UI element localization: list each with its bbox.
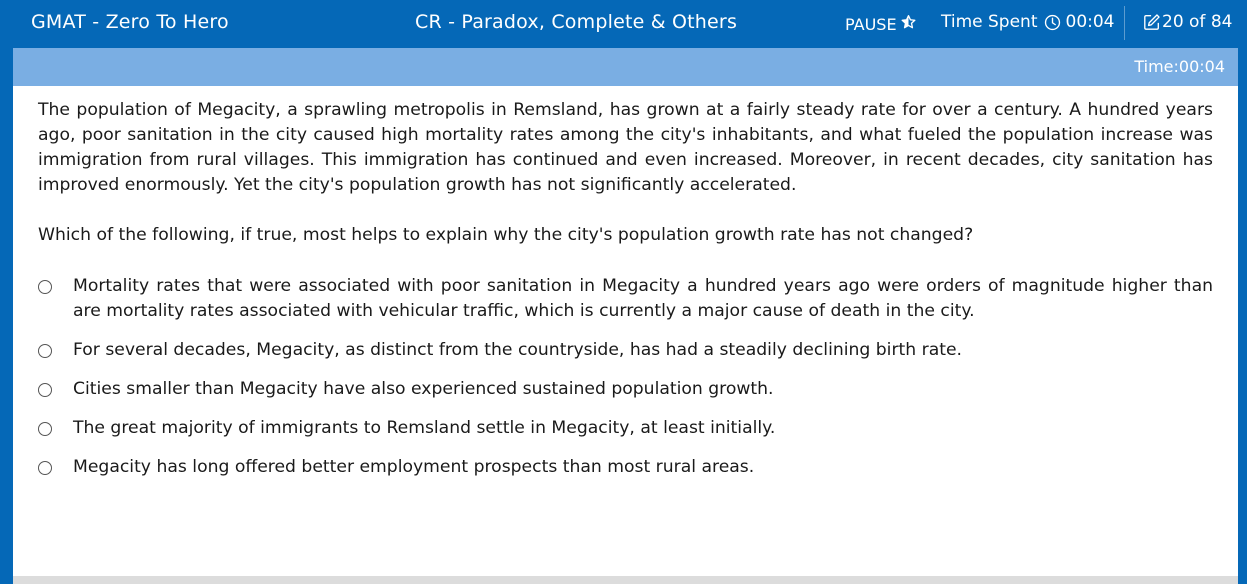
radio-button[interactable] <box>38 280 52 294</box>
question-timer: Time:00:04 <box>1134 57 1225 76</box>
radio-button[interactable] <box>38 344 52 358</box>
answer-option-text: The great majority of immigrants to Remsland settle in Megacity, at least initially. <box>73 418 776 438</box>
answer-option-e[interactable] <box>38 455 1213 480</box>
app-title: GMAT - Zero To Hero <box>31 11 229 33</box>
pause-label: PAUSE <box>845 14 897 34</box>
answer-option-b[interactable] <box>38 338 1213 363</box>
answer-option-text: Megacity has long offered better employment prospects than most rural areas. <box>73 457 755 477</box>
edit-icon <box>1143 13 1161 31</box>
timer-bar <box>13 48 1238 86</box>
answer-options <box>38 274 1213 494</box>
question-prompt: Which of the following, if true, most helps to explain why the city's population growth rate has not changed? <box>38 225 974 245</box>
progress-text: 20 of 84 <box>1162 12 1233 32</box>
question-progress <box>1143 12 1232 32</box>
question-panel <box>13 86 1238 576</box>
pause-button[interactable] <box>845 14 917 34</box>
answer-option-text: Mortality rates that were associated with poor sanitation in Megacity a hundred years ago were orders of magnitude higher than are mortality rates associated with vehicular traffic, which is currently a major cause of death in the city. <box>73 276 1213 321</box>
time-spent-label: Time Spent <box>941 12 1038 32</box>
bottom-strip <box>13 576 1238 584</box>
answer-option-text: For several decades, Megacity, as distinct from the countryside, has had a steadily declining birth rate. <box>73 340 962 360</box>
radio-button[interactable] <box>38 422 52 436</box>
header-divider <box>1124 6 1125 40</box>
answer-option-d[interactable] <box>38 416 1213 441</box>
answer-option-a[interactable] <box>38 274 1213 324</box>
section-title: CR - Paradox, Complete & Others <box>415 11 738 33</box>
star-icon[interactable] <box>900 14 917 34</box>
radio-button[interactable] <box>38 383 52 397</box>
radio-button[interactable] <box>38 461 52 475</box>
question-stimulus: The population of Megacity, a sprawling metropolis in Remsland, has grown at a fairly steady rate for over a century. A hundred years ago, poor sanitation in the city caused high mortality rates among the city's inhabitants, and what fueled the population increase was immigration from rural villages. This immigration has continued and even increased. Moreover, in recent decades, city sanitation has improved enormously. Yet the city's population growth has not significantly accelerated. <box>38 100 1213 195</box>
time-spent <box>941 12 1115 32</box>
time-spent-value: 00:04 <box>1065 12 1115 32</box>
answer-option-c[interactable] <box>38 377 1213 402</box>
clock-icon <box>1044 14 1061 31</box>
top-bar <box>0 0 1247 46</box>
answer-option-text: Cities smaller than Megacity have also experienced sustained population growth. <box>73 379 774 399</box>
